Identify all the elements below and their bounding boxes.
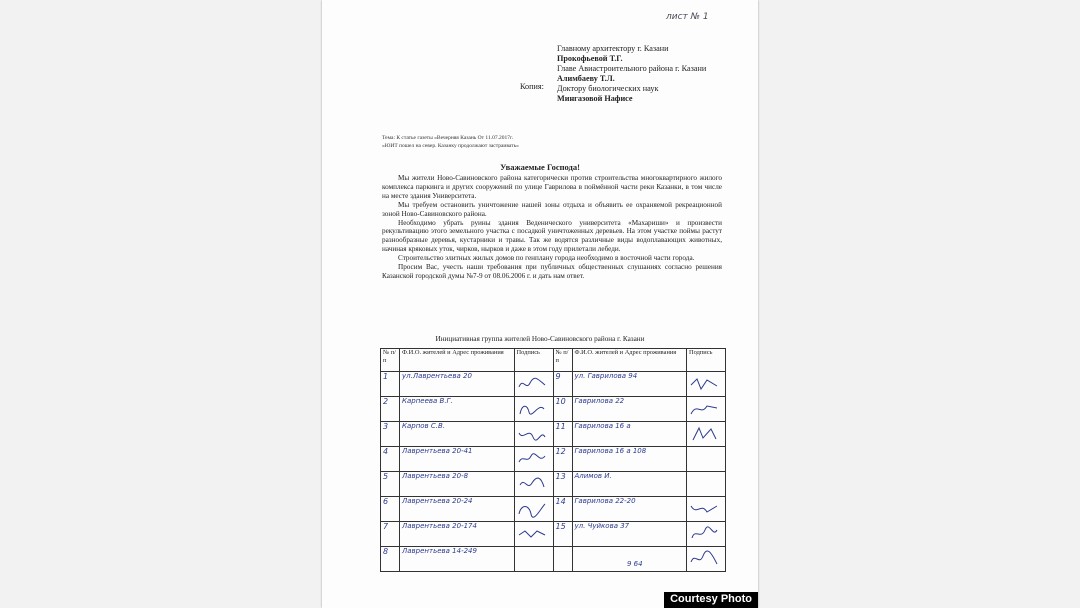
row-number: 9 bbox=[553, 372, 572, 397]
table-row bbox=[381, 522, 726, 547]
signature bbox=[514, 497, 553, 522]
copy-label: Копия: bbox=[520, 82, 544, 91]
addressee-line: Доктору биологических наук bbox=[557, 84, 659, 93]
table-row bbox=[381, 497, 726, 522]
signature bbox=[514, 372, 553, 397]
resident-entry: Гаврилова 22 bbox=[572, 397, 687, 422]
table-header-row bbox=[381, 349, 726, 372]
signature bbox=[514, 422, 553, 447]
signature-scribble-icon bbox=[689, 500, 719, 518]
row-number: 4 bbox=[381, 447, 400, 472]
signature-scribble-icon bbox=[689, 425, 719, 443]
addressee-line: Главному архитектору г. Казани bbox=[557, 44, 669, 53]
row-number: 1 bbox=[381, 372, 400, 397]
row-number: 6 bbox=[381, 497, 400, 522]
addressee-line: Алимбаеву Т.Л. bbox=[557, 74, 615, 83]
addressee-line: Мингазовой Нафисе bbox=[557, 94, 633, 103]
addressee-line: Главе Авиастроительного района г. Казани bbox=[557, 64, 707, 73]
row-number: 7 bbox=[381, 522, 400, 547]
signature bbox=[514, 397, 553, 422]
row-number: 12 bbox=[553, 447, 572, 472]
signature-scribble-icon bbox=[517, 425, 547, 443]
addressee-line: Прокофьевой Т.Г. bbox=[557, 54, 623, 63]
signature-scribble-icon bbox=[517, 525, 547, 543]
table-row bbox=[381, 372, 726, 397]
table-row bbox=[381, 397, 726, 422]
signature-scribble-icon bbox=[689, 550, 719, 568]
resident-entry: Гаврилова 16 а 108 bbox=[572, 447, 687, 472]
resident-entry: Карпов С.В. bbox=[400, 422, 515, 447]
signature bbox=[514, 547, 553, 572]
signature-scribble-icon bbox=[517, 475, 547, 493]
paragraph: Строительство элитных жилых домов по генплану города необходимо в восточной части города. bbox=[398, 254, 695, 263]
signature-scribble-icon bbox=[689, 525, 719, 543]
handwritten-page-mark: 9 64 bbox=[627, 560, 643, 568]
row-number: 11 bbox=[553, 422, 572, 447]
signature bbox=[687, 372, 726, 397]
col-sign-header: Подпись bbox=[514, 349, 553, 372]
row-number bbox=[553, 547, 572, 572]
group-title: Инициативная группа жителей Ново-Савиновского района г. Казани bbox=[435, 335, 645, 343]
resident-entry: Лаврентьева 20-8 bbox=[400, 472, 515, 497]
col-fio-header: Ф.И.О. жителей и Адрес проживания bbox=[400, 349, 515, 372]
row-number: 8 bbox=[381, 547, 400, 572]
paragraph: Мы требуем остановить уничтожение нашей зоны отдыха и объявить ее охраняемой рекреационной зоной Ново-Савиновского района. bbox=[382, 200, 722, 218]
row-number: 14 bbox=[553, 497, 572, 522]
signature bbox=[687, 447, 726, 472]
row-number: 10 bbox=[553, 397, 572, 422]
document-page bbox=[322, 0, 758, 608]
col-sign-header: Подпись bbox=[687, 349, 726, 372]
greeting: Уважаемые Господа! bbox=[500, 162, 580, 172]
signature bbox=[687, 472, 726, 497]
resident-entry: Лаврентьева 20-174 bbox=[400, 522, 515, 547]
signature bbox=[687, 397, 726, 422]
col-number-header: № п/п bbox=[553, 349, 572, 372]
signature-scribble-icon bbox=[689, 400, 719, 418]
signature bbox=[687, 522, 726, 547]
signature bbox=[687, 547, 726, 572]
resident-entry: ул.Лаврентьева 20 bbox=[400, 372, 515, 397]
paragraph: Необходимо убрать руины здания Веденического университета «Махариши» и произвести рекультивацию этого земельного участка с посадкой уничтоженных деревьев. На этом участке поймы растут разнообразные деревья, кустарники и травы. Так же водятся различные виды водоплавающих животных, начиная кряковых уток, чирков, нырков и даже в этом году прилетали лебеди. bbox=[382, 218, 722, 254]
signature-table bbox=[380, 348, 726, 572]
signature bbox=[687, 422, 726, 447]
signature bbox=[514, 472, 553, 497]
table-row bbox=[381, 472, 726, 497]
signature bbox=[514, 522, 553, 547]
resident-entry: Карпеева В.Г. bbox=[400, 397, 515, 422]
topic-line: Тема: К статье газеты «Вечерняя Казань От 11.07.2017г. bbox=[382, 135, 513, 141]
resident-entry: ул. Чуйкова 37 bbox=[572, 522, 687, 547]
signature bbox=[687, 497, 726, 522]
row-number: 2 bbox=[381, 397, 400, 422]
letter-body bbox=[382, 174, 722, 281]
resident-entry: Гаврилова 16 а bbox=[572, 422, 687, 447]
signature-scribble-icon bbox=[517, 450, 547, 468]
signature-scribble-icon bbox=[517, 400, 547, 418]
col-fio-header: Ф.И.О. жителей и Адрес проживания bbox=[572, 349, 687, 372]
paragraph: Просим Вас, учесть наши требования при публичных общественных слушаниях согласно решения Казанской городской думы №7-9 от 08.06.2006 г. и дать нам ответ. bbox=[382, 263, 722, 280]
row-number: 3 bbox=[381, 422, 400, 447]
resident-entry: Лаврентьева 20-41 bbox=[400, 447, 515, 472]
resident-entry: Алимов И. bbox=[572, 472, 687, 497]
topic-line: «ЮИТ пошел на север. Казанку продолжают застраивать» bbox=[382, 143, 519, 149]
letter-topic bbox=[382, 134, 582, 150]
signature-scribble-icon bbox=[517, 375, 547, 393]
signature-scribble-icon bbox=[689, 375, 719, 393]
table-row bbox=[381, 422, 726, 447]
resident-entry: Гаврилова 22-20 bbox=[572, 497, 687, 522]
table-row bbox=[381, 547, 726, 572]
row-number: 13 bbox=[553, 472, 572, 497]
row-number: 5 bbox=[381, 472, 400, 497]
resident-entry: Лаврентьева 14-249 bbox=[400, 547, 515, 572]
resident-entry: Лаврентьева 20-24 bbox=[400, 497, 515, 522]
sheet-number-note: лист № 1 bbox=[666, 12, 709, 22]
row-number: 15 bbox=[553, 522, 572, 547]
resident-entry: ул. Гаврилова 94 bbox=[572, 372, 687, 397]
signature-scribble-icon bbox=[517, 500, 547, 518]
paragraph: Мы жители Ново-Савиновского района категорически против строительства многоквартирного жилого комплекса паркинга и других сооружений по улице Гаврилова в поймённой части реки Казанки, в том числе на месте здания Университета. bbox=[382, 174, 722, 200]
col-number-header: № п/п bbox=[381, 349, 400, 372]
photo-credit: Courtesy Photo bbox=[664, 592, 758, 608]
signature bbox=[514, 447, 553, 472]
table-row bbox=[381, 447, 726, 472]
